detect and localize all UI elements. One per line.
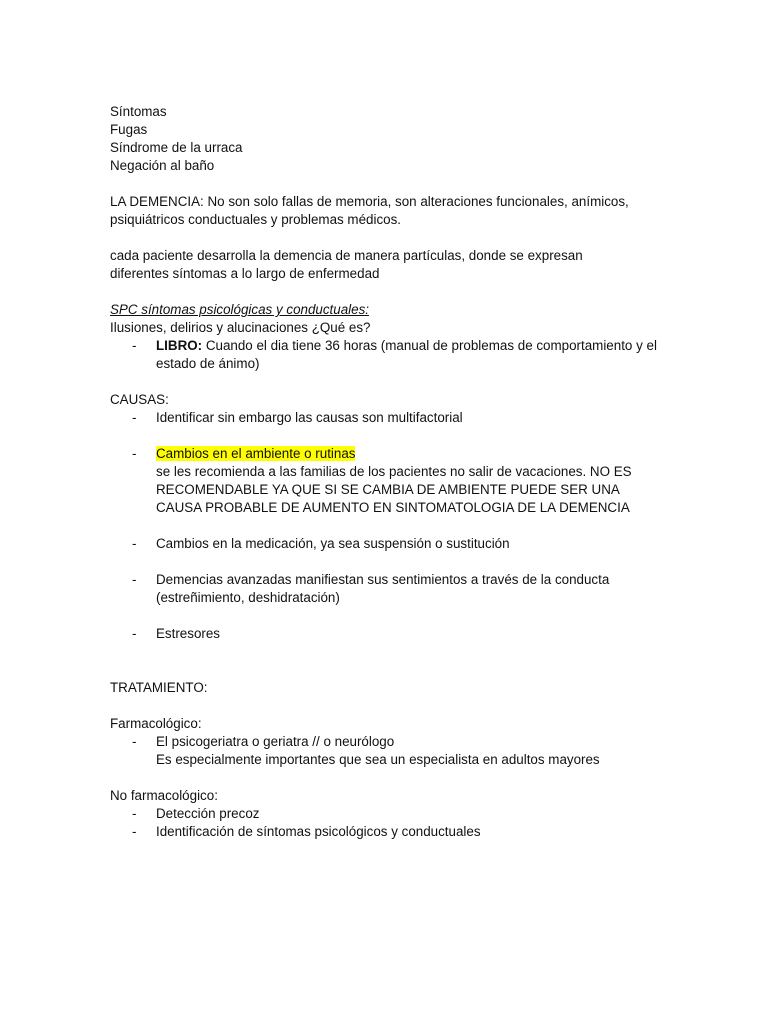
bullet-dash: -	[132, 824, 137, 839]
no-farmacologico-heading: No farmacológico:	[110, 788, 218, 803]
farmacologico-item: El psicogeriatra o geriatra // o neurólogo	[156, 734, 395, 749]
list-item-causa-5	[110, 625, 670, 643]
list-item-causa-2	[110, 445, 661, 517]
bullet-dash: -	[132, 626, 137, 641]
no-farma-2-text: Identificación de síntomas psicológicos y conductuales	[156, 824, 481, 839]
causa-1-text: Identificar sin embargo las causas son multifactorial	[156, 410, 463, 425]
no-farma-1-text: Detección precoz	[156, 806, 260, 821]
bullet-dash: -	[132, 734, 137, 749]
causas-section	[110, 391, 670, 643]
spc-question: Ilusiones, delirios y alucinaciones ¿Qué es?	[110, 320, 371, 335]
document-page	[110, 103, 670, 841]
causa-2-highlight: Cambios en el ambiente o rutinas	[156, 446, 356, 461]
causa-2-detail: se les recomienda a las familias de los pacientes no salir de vacaciones. NO ES RECOMENDABLE YA QUE SI SE CAMBIA DE AMBIENTE PUEDE SER UNA CAUSA PROBABLE DE AUMENTO EN SINTOMATOLOGIA DE LA DEMENCIA	[156, 464, 632, 515]
tratamiento-section	[110, 679, 670, 841]
bullet-dash: -	[132, 572, 137, 587]
spc-heading: SPC síntomas psicológicas y conductuales:	[110, 302, 370, 317]
libro-label: LIBRO:	[156, 338, 203, 353]
intro-line-sintomas: Síntomas	[110, 104, 167, 119]
list-item-no-farma-1	[110, 805, 670, 823]
bullet-dash: -	[132, 446, 137, 461]
list-item-causa-4	[110, 571, 681, 607]
causas-heading: CAUSAS:	[110, 392, 169, 407]
causa-5-text: Estresores	[156, 626, 220, 641]
intro-line-urraca: Síndrome de la urraca	[110, 140, 243, 155]
bullet-dash: -	[132, 410, 137, 425]
list-item-libro	[110, 337, 676, 373]
causa-3-text: Cambios en la medicación, ya sea suspensión o sustitución	[156, 536, 510, 551]
paciente-paragraph: cada paciente desarrolla la demencia de manera partículas, donde se expresan diferentes síntomas a lo largo de enfermedad	[110, 248, 583, 281]
farmacologico-heading: Farmacológico:	[110, 716, 202, 731]
tratamiento-heading: TRATAMIENTO:	[110, 680, 208, 695]
spc-section	[110, 301, 670, 373]
list-item-farmacologico	[110, 733, 670, 769]
bullet-dash: -	[132, 806, 137, 821]
bullet-dash: -	[132, 338, 137, 353]
list-item-causa-3	[110, 535, 670, 553]
causa-4-text: Demencias avanzadas manifiestan sus sentimientos a través de la conducta (estreñimiento, deshidratación)	[156, 572, 610, 605]
list-item-causa-1	[110, 409, 670, 427]
farmacologico-detail: Es especialmente importantes que sea un especialista en adultos mayores	[156, 752, 600, 767]
list-item-no-farma-2	[110, 823, 670, 841]
bullet-dash: -	[132, 536, 137, 551]
libro-text: Cuando el dia tiene 36 horas (manual de problemas de comportamiento y el estado de ánimo)	[156, 338, 657, 371]
demencia-definition: LA DEMENCIA: No son solo fallas de memoria, son alteraciones funcionales, anímicos, psiquiátricos conductuales y problemas médicos.	[110, 194, 629, 227]
intro-line-bano: Negación al baño	[110, 158, 215, 173]
intro-line-fugas: Fugas	[110, 122, 148, 137]
